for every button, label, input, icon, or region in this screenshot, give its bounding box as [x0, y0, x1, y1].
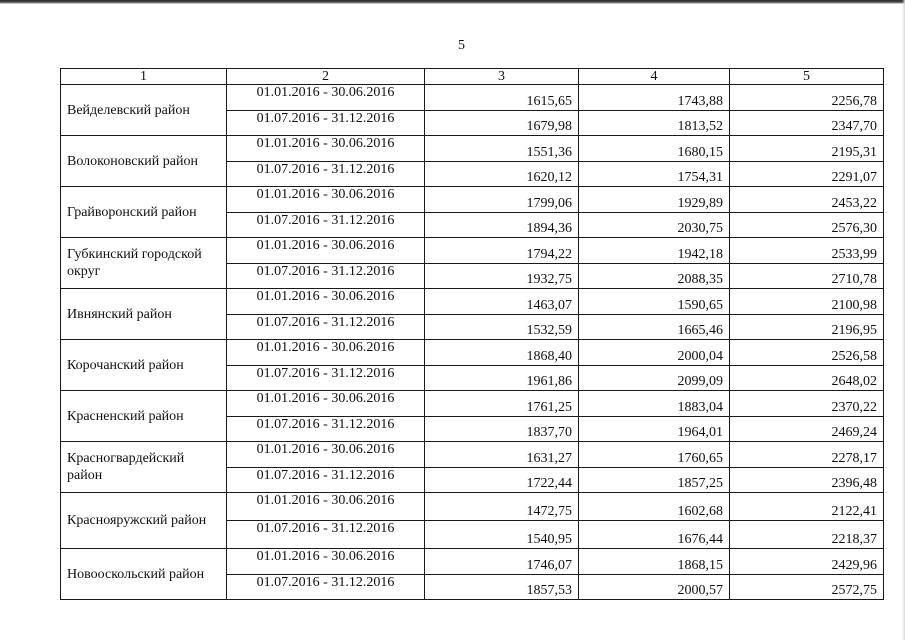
- value-col-3-cell: 1868,40: [425, 340, 579, 366]
- value-col-3-cell: 1615,65: [425, 85, 579, 111]
- value-col-5-cell: 2396,48: [730, 467, 884, 493]
- value-col-4-cell: 2000,04: [579, 340, 730, 366]
- period-cell: 01.01.2016 - 30.06.2016: [227, 136, 425, 162]
- period-cell: 01.01.2016 - 30.06.2016: [227, 442, 425, 468]
- value-col-5-cell: 2370,22: [730, 391, 884, 417]
- value-col-3-cell: 1722,44: [425, 467, 579, 493]
- value-col-4-cell: 1665,46: [579, 314, 730, 340]
- value-col-5-cell: 2648,02: [730, 365, 884, 391]
- value-col-4-cell: 1964,01: [579, 416, 730, 442]
- header-col-1: 1: [61, 69, 227, 85]
- district-name-cell: Вейделевский район: [61, 85, 227, 136]
- value-col-4-cell: 1883,04: [579, 391, 730, 417]
- value-col-5-cell: 2572,75: [730, 574, 884, 600]
- table-row: [61, 549, 884, 575]
- table-row: [61, 136, 884, 162]
- period-cell: 01.01.2016 - 30.06.2016: [227, 238, 425, 264]
- value-col-3-cell: 1463,07: [425, 289, 579, 315]
- value-col-5-cell: 2453,22: [730, 187, 884, 213]
- value-col-5-cell: 2576,30: [730, 212, 884, 238]
- value-col-3-cell: 1932,75: [425, 263, 579, 289]
- period-cell: 01.07.2016 - 31.12.2016: [227, 416, 425, 442]
- value-col-5-cell: 2278,17: [730, 442, 884, 468]
- value-col-4-cell: 1680,15: [579, 136, 730, 162]
- value-col-3-cell: 1472,75: [425, 493, 579, 521]
- value-col-4-cell: 1868,15: [579, 549, 730, 575]
- value-col-4-cell: 1942,18: [579, 238, 730, 264]
- value-col-3-cell: 1551,36: [425, 136, 579, 162]
- value-col-4-cell: 2000,57: [579, 574, 730, 600]
- value-col-5-cell: 2195,31: [730, 136, 884, 162]
- value-col-4-cell: 2030,75: [579, 212, 730, 238]
- table-header-row: [61, 69, 884, 85]
- period-cell: 01.01.2016 - 30.06.2016: [227, 493, 425, 521]
- value-col-4-cell: 2099,09: [579, 365, 730, 391]
- value-col-3-cell: 1746,07: [425, 549, 579, 575]
- scan-top-edge: [0, 0, 905, 4]
- value-col-5-cell: 2256,78: [730, 85, 884, 111]
- value-col-5-cell: 2429,96: [730, 549, 884, 575]
- table-row: [61, 289, 884, 315]
- period-cell: 01.07.2016 - 31.12.2016: [227, 161, 425, 187]
- value-col-5-cell: 2533,99: [730, 238, 884, 264]
- value-col-3-cell: 1631,27: [425, 442, 579, 468]
- period-cell: 01.01.2016 - 30.06.2016: [227, 549, 425, 575]
- district-name-cell: Корочанский район: [61, 340, 227, 391]
- district-name-cell: Ивнянский район: [61, 289, 227, 340]
- header-col-2: 2: [227, 69, 425, 85]
- header-col-4: 4: [579, 69, 730, 85]
- period-cell: 01.01.2016 - 30.06.2016: [227, 85, 425, 111]
- value-col-4-cell: 1813,52: [579, 110, 730, 136]
- value-col-3-cell: 1761,25: [425, 391, 579, 417]
- tariff-table: [60, 68, 884, 600]
- value-col-3-cell: 1532,59: [425, 314, 579, 340]
- value-col-4-cell: 2088,35: [579, 263, 730, 289]
- district-name-cell: Краснояружский район: [61, 493, 227, 549]
- value-col-3-cell: 1857,53: [425, 574, 579, 600]
- tariff-table-container: [60, 68, 883, 600]
- table-row: [61, 187, 884, 213]
- value-col-5-cell: 2122,41: [730, 493, 884, 521]
- period-cell: 01.01.2016 - 30.06.2016: [227, 391, 425, 417]
- period-cell: 01.01.2016 - 30.06.2016: [227, 187, 425, 213]
- value-col-5-cell: 2710,78: [730, 263, 884, 289]
- value-col-4-cell: 1590,65: [579, 289, 730, 315]
- table-row: [61, 340, 884, 366]
- period-cell: 01.07.2016 - 31.12.2016: [227, 365, 425, 391]
- value-col-5-cell: 2100,98: [730, 289, 884, 315]
- district-name-cell: Новооскольский район: [61, 549, 227, 600]
- table-row: [61, 391, 884, 417]
- value-col-5-cell: 2196,95: [730, 314, 884, 340]
- value-col-5-cell: 2218,37: [730, 521, 884, 549]
- value-col-3-cell: 1540,95: [425, 521, 579, 549]
- value-col-4-cell: 1760,65: [579, 442, 730, 468]
- value-col-3-cell: 1620,12: [425, 161, 579, 187]
- table-body: [61, 85, 884, 600]
- header-col-5: 5: [730, 69, 884, 85]
- period-cell: 01.01.2016 - 30.06.2016: [227, 340, 425, 366]
- period-cell: 01.07.2016 - 31.12.2016: [227, 212, 425, 238]
- value-col-4-cell: 1602,68: [579, 493, 730, 521]
- value-col-5-cell: 2526,58: [730, 340, 884, 366]
- value-col-5-cell: 2291,07: [730, 161, 884, 187]
- period-cell: 01.07.2016 - 31.12.2016: [227, 110, 425, 136]
- page-number: 5: [458, 38, 465, 53]
- district-name-cell: Губкинский городской округ: [61, 238, 227, 289]
- value-col-5-cell: 2469,24: [730, 416, 884, 442]
- period-cell: 01.07.2016 - 31.12.2016: [227, 263, 425, 289]
- period-cell: 01.07.2016 - 31.12.2016: [227, 521, 425, 549]
- period-cell: 01.07.2016 - 31.12.2016: [227, 314, 425, 340]
- district-name-cell: Грайворонский район: [61, 187, 227, 238]
- value-col-3-cell: 1794,22: [425, 238, 579, 264]
- district-name-cell: Волоконовский район: [61, 136, 227, 187]
- period-cell: 01.01.2016 - 30.06.2016: [227, 289, 425, 315]
- value-col-3-cell: 1679,98: [425, 110, 579, 136]
- value-col-4-cell: 1743,88: [579, 85, 730, 111]
- value-col-3-cell: 1837,70: [425, 416, 579, 442]
- period-cell: 01.07.2016 - 31.12.2016: [227, 467, 425, 493]
- district-name-cell: Красненский район: [61, 391, 227, 442]
- table-row: [61, 238, 884, 264]
- value-col-4-cell: 1676,44: [579, 521, 730, 549]
- value-col-3-cell: 1799,06: [425, 187, 579, 213]
- table-row: [61, 85, 884, 111]
- value-col-5-cell: 2347,70: [730, 110, 884, 136]
- table-row: [61, 493, 884, 521]
- value-col-3-cell: 1961,86: [425, 365, 579, 391]
- table-row: [61, 442, 884, 468]
- value-col-4-cell: 1857,25: [579, 467, 730, 493]
- header-col-3: 3: [425, 69, 579, 85]
- value-col-4-cell: 1754,31: [579, 161, 730, 187]
- value-col-4-cell: 1929,89: [579, 187, 730, 213]
- district-name-cell: Красногвардейский район: [61, 442, 227, 493]
- value-col-3-cell: 1894,36: [425, 212, 579, 238]
- period-cell: 01.07.2016 - 31.12.2016: [227, 574, 425, 600]
